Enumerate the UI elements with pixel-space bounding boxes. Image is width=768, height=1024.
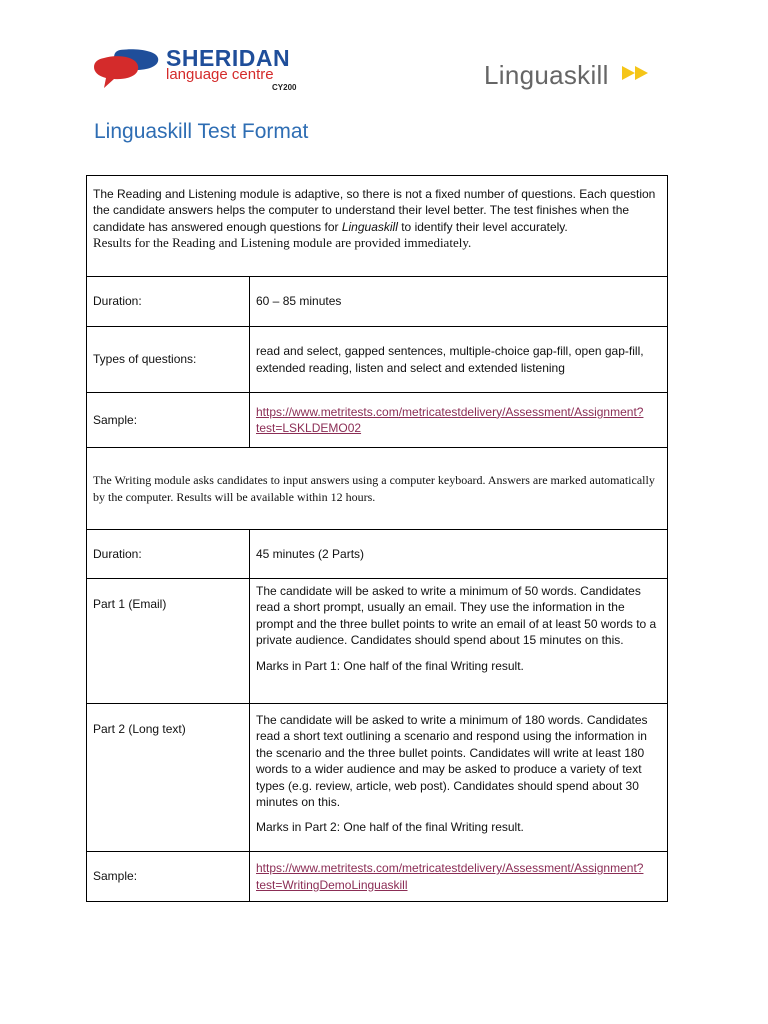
- writing-sample-cell: [250, 852, 668, 902]
- writing-duration-value: 45 minutes (2 Parts): [250, 530, 668, 579]
- logo-code: CY200: [272, 83, 297, 92]
- sheridan-logo: [94, 44, 314, 94]
- reading-intro-row: [87, 176, 668, 277]
- reading-intro: The Reading and Listening module is adaptive, so there is not a fixed number of questions. Each question the candidate answers helps the computer to understand their level better. The test finishes when the candidate has answered enough questions for Linguaskill to identify their level accurately.: [93, 187, 656, 234]
- reading-sample-link[interactable]: https://www.metritests.com/metricatestdelivery/Assessment/Assignment?test=LSKLDEMO02: [256, 404, 644, 435]
- page-title: Linguaskill Test Format: [94, 120, 309, 143]
- writing-intro-row: [87, 448, 668, 530]
- writing-part2-row: [87, 704, 668, 852]
- writing-duration-label: Duration:: [87, 530, 250, 579]
- writing-sample-link[interactable]: https://www.metritests.com/metricatestdelivery/Assessment/Assignment?test=WritingDemoLinguaskill: [256, 861, 644, 892]
- writing-part2-text: The candidate will be asked to write a minimum of 180 words. Candidates read a short text outlining a scenario and respond using the information in the scenario and the three bullet points. Candidates will write at least 180 words to a wider audience and may be asked to produce a variety of text types (e.g. review, article, web post). Candidates should spend about 30 minutes on this.: [256, 713, 648, 810]
- writing-part1-row: [87, 579, 668, 704]
- reading-types-row: [87, 327, 668, 393]
- reading-types-label: Types of questions:: [87, 327, 250, 393]
- writing-part1-text: The candidate will be asked to write a minimum of 50 words. Candidates read a short prompt, usually an email. They use the information in the prompt and the three bullet points to write an email of at least 50 words to a private audience. Candidates should spend about 15 minutes on this.: [256, 584, 657, 648]
- logo-title: SHERIDAN: [166, 45, 291, 71]
- reading-duration-label: Duration:: [87, 277, 250, 327]
- writing-module-heading: The Writing module: [93, 473, 191, 488]
- reading-intro-cell: [87, 176, 668, 277]
- reading-sample-cell: [250, 393, 668, 448]
- reading-sample-row: [87, 393, 668, 448]
- writing-duration-row: [87, 530, 668, 579]
- writing-part1-cell: [250, 579, 668, 704]
- reading-duration-value: 60 – 85 minutes: [250, 277, 668, 327]
- writing-part1-label: Part 1 (Email): [87, 579, 250, 704]
- writing-sample-row: [87, 852, 668, 902]
- reading-types-value: read and select, gapped sentences, multiple-choice gap-fill, open gap-fill, extended reading, listen and select and extended listening: [250, 327, 668, 393]
- test-format-table: [86, 175, 668, 902]
- double-arrow-icon: [622, 65, 650, 81]
- reading-duration-row: [87, 277, 668, 327]
- speech-bubbles-icon: [94, 48, 164, 92]
- reading-results: Results for the Reading and Listening module are provided immediately.: [93, 235, 472, 251]
- brand-name: Linguaskill: [484, 60, 609, 90]
- linguaskill-em: Linguaskill: [341, 219, 398, 234]
- writing-intro: asks candidates to input answers using a computer keyboard. Answers are marked automatically by the computer. Results will be available within 12 hours.: [93, 473, 655, 504]
- logo-subtitle: language centre: [166, 66, 274, 83]
- writing-part2-marks: Marks in Part 2: One half of the final Writing result.: [256, 820, 524, 835]
- writing-part1-marks: Marks in Part 1: One half of the final Writing result.: [256, 658, 524, 673]
- writing-intro-cell: [87, 448, 668, 530]
- writing-part2-label: Part 2 (Long text): [87, 704, 250, 852]
- writing-sample-label: Sample:: [87, 852, 250, 902]
- linguaskill-logo: [484, 60, 609, 90]
- reading-sample-label: Sample:: [87, 393, 250, 448]
- writing-part2-cell: [250, 704, 668, 852]
